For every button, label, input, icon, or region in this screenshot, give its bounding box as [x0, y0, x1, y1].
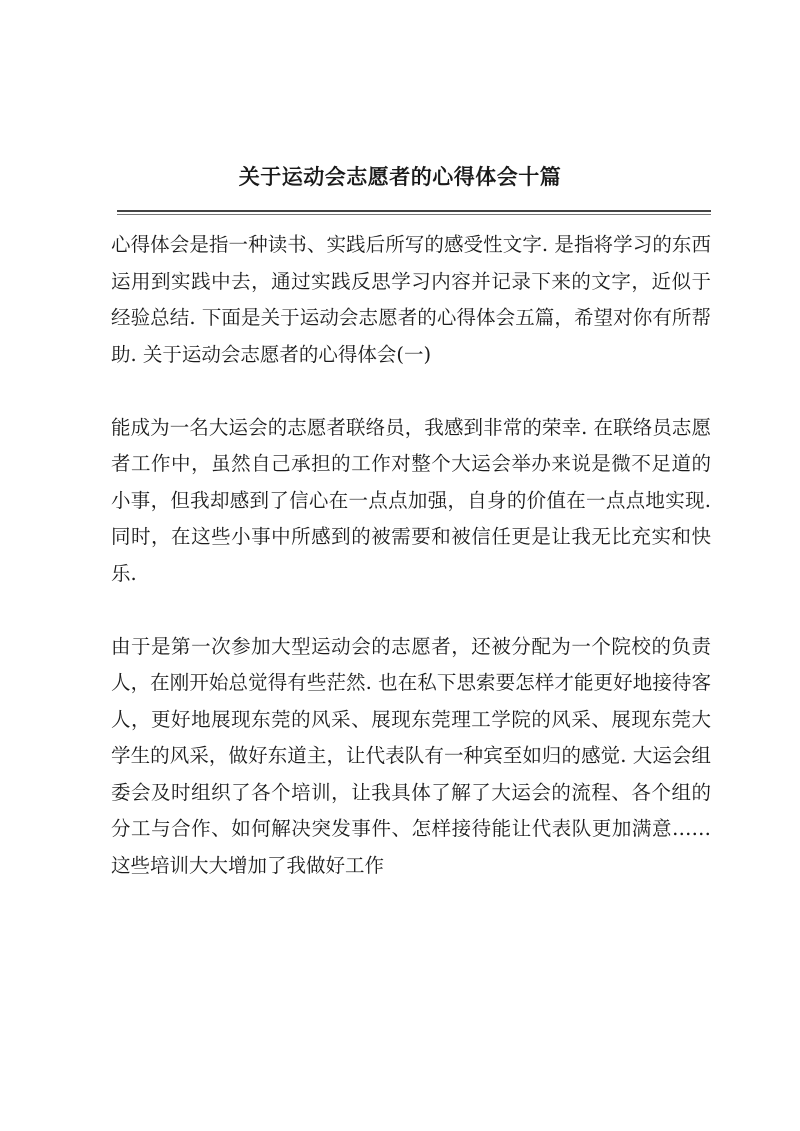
title-divider: [117, 210, 711, 212]
title-divider-thin: [117, 214, 711, 215]
paragraph-first-time: 由于是第一次参加大型运动会的志愿者，还被分配为一个院校的负责人，在刚开始总觉得有些茫然. 也在私下思索要怎样才能更好地接待客人，更好地展现东莞的风采、展现东莞理工学院的风采、展现东莞大学生的风采，做好东道主，让代表队有一种宾至如归的感觉. 大运会组委会及时组织了各个培训，让我具体了解了大运会的流程、各个组的分工与合作、如何解决突发事件、怎样接待能让代表队更加满意……这些培训大大增加了我做好工作: [111, 634, 711, 877]
paragraph-intro: 心得体会是指一种读书、实践后所写的感受性文字. 是指将学习的东西运用到实践中去，通过实践反思学习内容并记录下来的文字，近似于经验总结. 下面是关于运动会志愿者的心得体会五篇，希望对你有所帮助. 关于运动会志愿者的心得体会(一): [111, 233, 711, 366]
document-body: [111, 227, 711, 921]
paragraph-liaison: 能成为一名大运会的志愿者联络员，我感到非常的荣幸. 在联络员志愿者工作中，虽然自己承担的工作对整个大运会举办来说是微不足道的小事，但我却感到了信心在一点点加强，自身的价值在一点点地实现. 同时，在这些小事中所感到的被需要和被信任更是让我无比充实和快乐.: [111, 415, 711, 585]
document-title: 关于运动会志愿者的心得体会十篇: [238, 164, 562, 189]
